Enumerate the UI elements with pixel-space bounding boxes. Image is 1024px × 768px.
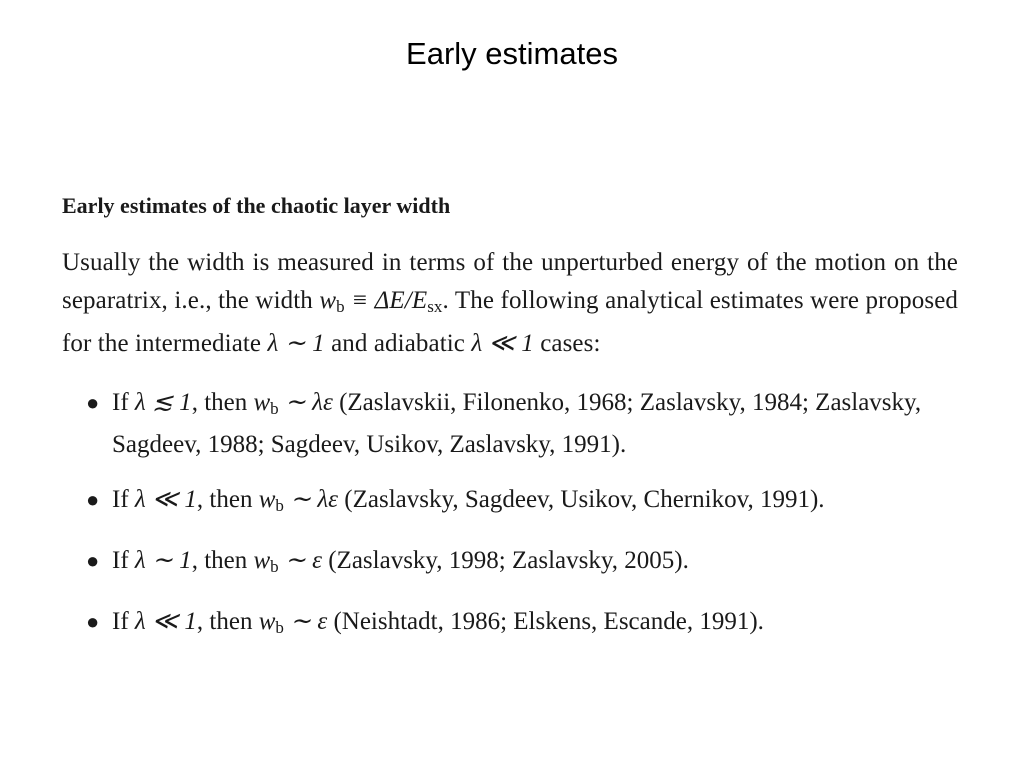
intro-math-ratio: ≡ ΔE/E: [344, 286, 428, 314]
intro-math-adiabatic: λ ≪ 1: [471, 330, 534, 357]
bullet-icon: ●: [86, 547, 100, 573]
estimates-list: [62, 385, 958, 646]
bullet-w-sub: b: [275, 495, 284, 515]
bullet-condition: λ ∼ 1: [134, 546, 192, 574]
slide-content: [62, 192, 958, 665]
bullet-then: , then: [196, 607, 259, 635]
intro-text-3: and adiabatic: [324, 330, 472, 357]
bullet-prefix: If: [112, 388, 135, 416]
bullet-icon: ●: [86, 486, 100, 512]
bullet-condition: λ ≲ 1: [134, 388, 192, 416]
bullet-w-sub: b: [275, 617, 284, 637]
intro-math-w-sub: b: [336, 296, 345, 316]
bullet-relation: ∼ ε: [283, 607, 328, 635]
bullet-relation: ∼ λε: [283, 485, 339, 513]
list-item: [62, 482, 958, 524]
section-heading: Early estimates of the chaotic layer width: [62, 193, 451, 218]
bullet-w: w: [258, 607, 276, 635]
intro-text-1: Usually the width is measured in terms of the unperturbed energy of the motion on the separatrix, i.e., the width: [62, 249, 958, 314]
slide-title: Early estimates: [406, 36, 618, 71]
bullet-w-sub: b: [270, 398, 279, 418]
bullet-relation: ∼ ε: [278, 546, 322, 574]
bullet-references: (Neishtadt, 1986; Elskens, Escande, 1991).: [327, 607, 764, 635]
bullet-then: , then: [191, 388, 254, 416]
bullet-w: w: [253, 388, 271, 416]
intro-text-4: cases:: [533, 330, 601, 357]
bullet-references: (Zaslavsky, Sagdeev, Usikov, Chernikov, 1991).: [338, 485, 825, 513]
intro-math-w: w: [319, 286, 337, 314]
bullet-prefix: If: [112, 485, 135, 513]
list-item: [62, 604, 958, 646]
bullet-prefix: If: [112, 546, 135, 574]
bullet-then: , then: [191, 546, 254, 574]
list-item: [62, 543, 958, 585]
bullet-condition: λ ≪ 1: [134, 607, 197, 635]
intro-text-2: . The following analytical estimates were proposed for the intermediate: [62, 286, 959, 357]
bullet-w: w: [253, 546, 271, 574]
bullet-references: (Zaslavsky, 1998; Zaslavsky, 2005).: [321, 546, 689, 574]
bullet-w: w: [258, 485, 276, 513]
list-item: [62, 385, 958, 463]
bullet-condition: λ ≪ 1: [134, 485, 197, 513]
bullet-w-sub: b: [270, 556, 279, 576]
bullet-relation: ∼ λε: [278, 388, 333, 416]
bullet-icon: ●: [86, 608, 100, 634]
bullet-references: (Zaslavskii, Filonenko, 1968; Zaslavsky, 1984; Zaslavsky, Sagdeev, 1988; Sagdeev, Usikov, Zaslavsky, 1991).: [112, 388, 922, 458]
intro-math-intermediate: λ ∼ 1: [267, 330, 325, 357]
bullet-prefix: If: [112, 607, 135, 635]
bullet-icon: ●: [86, 389, 100, 415]
bullet-then: , then: [196, 485, 259, 513]
intro-math-ratio-sub: sx: [427, 296, 443, 316]
intro-paragraph: [62, 244, 958, 363]
